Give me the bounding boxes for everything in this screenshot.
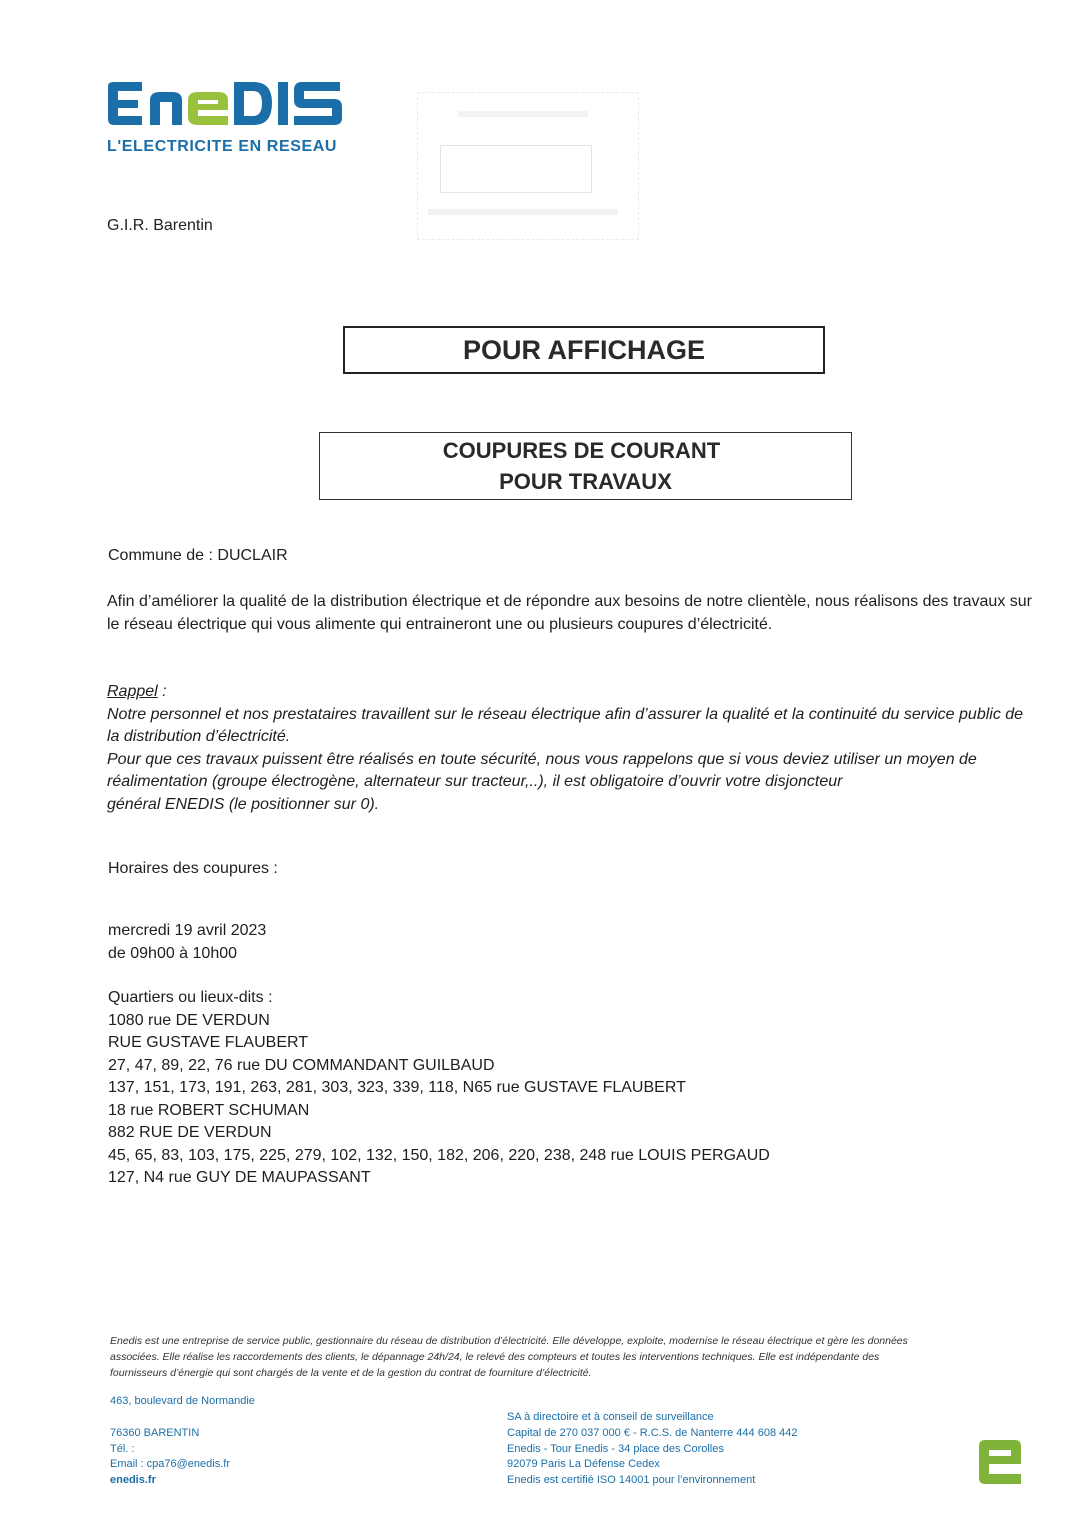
schedule-label: Horaires des coupures : (108, 860, 278, 877)
legal-notice (110, 1333, 1030, 1381)
notice-title-line-1: COUPURES DE COURANT (442, 438, 721, 463)
schedule-date: mercredi 19 avril 2023 (108, 922, 267, 939)
rappel-paragraph-2-end: général ENEDIS (le positionner sur 0). (107, 795, 380, 813)
legal-line: Enedis est une entreprise de service public, gestionnaire du réseau de distribution d’électricité. Elle développe, exploite, modernise le réseau électrique et gère les données (110, 1335, 908, 1347)
notice-label: POUR AFFICHAGE (463, 334, 705, 365)
footer-address: 463, boulevard de Normandie (110, 1395, 255, 1407)
brand-tagline: L'ELECTRICITE EN RESEAU (107, 138, 338, 155)
notice-label-box (343, 326, 825, 374)
legal-line: associées. Elle réalise les raccordements des clients, le dépannage 24h/24, le relevé des compteurs et toutes les interventions techniques. Elle est indépendante des (110, 1351, 880, 1363)
footer-city: 76360 BARENTIN (110, 1427, 200, 1439)
location-item: 1080 rue DE VERDUN (108, 1011, 270, 1029)
footer-website-link[interactable]: enedis.fr (110, 1473, 156, 1486)
location-item: 127, N4 rue GUY DE MAUPASSANT (108, 1169, 371, 1186)
footer-email[interactable]: Email : cpa76@enedis.fr (110, 1458, 231, 1470)
intro-paragraph: Afin d’améliorer la qualité de la distribution électrique et de répondre aux besoins de notre clientèle, nous réalisons des travaux sur le réseau électrique qui vous alimente qui entraineront une ou plusieurs coupures d’électricité. (107, 593, 1032, 633)
corp-line: 92079 Paris La Défense Cedex (507, 1458, 660, 1471)
location-item: 18 rue ROBERT SCHUMAN (108, 1101, 310, 1119)
corp-line: Enedis est certifié ISO 14001 pour l’environnement (507, 1474, 756, 1487)
rappel-title: Rappel (107, 683, 158, 700)
schedule-time: de 09h00 à 10h00 (108, 944, 238, 962)
location-item: RUE GUSTAVE FLAUBERT (108, 1034, 309, 1051)
location-item: 882 RUE DE VERDUN (108, 1124, 272, 1141)
notice-title-line-2: POUR TRAVAUX (499, 469, 672, 494)
footer-contact (110, 1426, 230, 1488)
rappel-section (107, 681, 1037, 816)
notice-title-box (319, 432, 852, 500)
locations (108, 987, 770, 1190)
corp-line: Enedis - Tour Enedis - 34 place des Corolles (507, 1442, 724, 1455)
location-item: 45, 65, 83, 103, 175, 225, 279, 102, 132, 150, 182, 206, 220, 238, 248 rue LOUIS PERGAUD (108, 1146, 770, 1164)
corp-line: SA à directoire et à conseil de surveillance (507, 1411, 714, 1423)
schedule (108, 920, 266, 965)
received-stamp (417, 92, 639, 240)
location-item: 137, 151, 173, 191, 263, 281, 303, 323, 339, 118, N65 rue GUSTAVE FLAUBERT (108, 1079, 686, 1096)
rappel-paragraph-1: Notre personnel et nos prestataires travaillent sur le réseau électrique afin d’assurer la qualité et la continuité du service public de la distribution d’électricité. (107, 705, 1024, 745)
commune: Commune de : DUCLAIR (108, 547, 288, 564)
enedis-e-icon (973, 1436, 1027, 1493)
footer-tel: Tél. : (110, 1442, 135, 1455)
enedis-logo (106, 78, 346, 134)
sender-name: G.I.R. Barentin (107, 217, 213, 234)
footer-corporate-info (507, 1410, 797, 1489)
rappel-colon: : (157, 683, 167, 700)
rappel-paragraph-2: Pour que ces travaux puissent être réalisés en toute sécurité, nous vous rappelons que si vous deviez utiliser un moyen de réalimentation (groupe électrogène, alternateur sur tracteur,..), il est obligatoire d’ouvrir votre disjoncteur (107, 750, 977, 790)
location-item: 27, 47, 89, 22, 76 rue DU COMMANDANT GUILBAUD (108, 1056, 495, 1074)
legal-line: fournisseurs d’énergie qui sont chargés de la vente et de la gestion du contrat de fourniture d’électricité. (110, 1367, 592, 1379)
locations-label: Quartiers ou lieux-dits : (108, 989, 273, 1006)
corp-line: Capital de 270 037 000 € - R.C.S. de Nanterre 444 608 442 (507, 1426, 798, 1439)
